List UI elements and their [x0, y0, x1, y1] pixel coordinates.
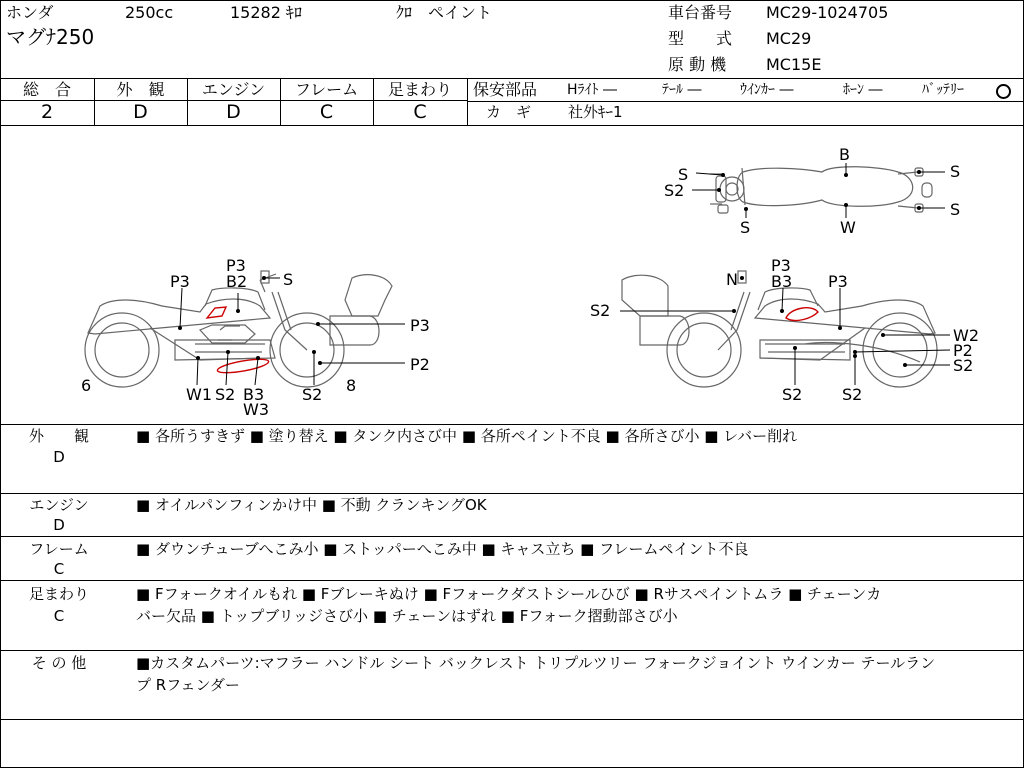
left-label: S2	[302, 385, 323, 404]
grade-overall-label: 総 合	[22, 80, 71, 99]
displacement: 250cc	[125, 3, 174, 22]
detail-suspension-grade: C	[53, 607, 65, 625]
left-label: P3	[410, 316, 430, 335]
grade-suspension-label: 足まわり	[387, 80, 452, 99]
right-label: P2	[953, 341, 973, 360]
divider	[0, 493, 1023, 494]
divider	[0, 536, 1023, 537]
right-label: P3	[828, 272, 848, 291]
grade-frame-value: C	[319, 101, 334, 123]
detail-suspension-notes-line2: バー欠品 ■ トップブリッジさび小 ■ チェーンはずれ ■ Fフォーク摺動部さび小	[136, 607, 678, 625]
top-view-motorcycle-icon	[710, 167, 932, 213]
divider	[0, 424, 1023, 425]
detail-exterior-title: 外 観	[28, 427, 89, 445]
right-label: S2	[842, 385, 863, 404]
detail-exterior-notes: ■ 各所うすきず ■ 塗り替え ■ タンク内さび中 ■ 各所ペイント不良 ■ 各所さび小 ■ レバー削れ	[136, 427, 798, 445]
detail-engine-grade: D	[53, 516, 65, 534]
grade-exterior-label: 外 観	[116, 80, 165, 99]
grade-engine-label: エンジン	[201, 80, 266, 99]
detail-engine-title: エンジン	[29, 496, 89, 514]
top-label: S	[950, 162, 961, 181]
detail-frame-title: フレーム	[29, 540, 89, 558]
divider	[0, 78, 1023, 79]
left-label: P3	[226, 256, 246, 275]
color: ｸﾛ ペイント	[396, 3, 493, 22]
right-label: S2	[590, 301, 611, 320]
safety-turn-signal: ｳｲﾝｶｰ ―	[740, 82, 794, 98]
right-label: B3	[771, 272, 793, 291]
left-label: 6	[81, 376, 92, 395]
detail-other-title: そ の 他	[31, 654, 87, 672]
detail-frame-grade: C	[53, 560, 65, 578]
divider	[467, 78, 468, 125]
top-label: S	[740, 218, 751, 237]
maker: ホンダ	[6, 3, 54, 22]
left-label: S2	[215, 385, 236, 404]
top-label: B	[839, 145, 850, 164]
detail-suspension-title: 足まわり	[28, 585, 89, 603]
top-label: S	[950, 200, 961, 219]
frame-number-value: MC29-1024705	[766, 3, 889, 22]
model-name: マグﾅ250	[6, 25, 95, 49]
left-label: W1	[186, 385, 212, 404]
grade-frame-label: フレーム	[294, 80, 359, 99]
grade-overall-value: 2	[40, 101, 54, 123]
detail-other-notes-line2: プ Rフェンダー	[136, 676, 240, 694]
safety-taillight: ﾃｰﾙ ―	[662, 82, 702, 98]
detail-other-notes-line1: ■カスタムパーツ:マフラー ハンドル シート バックレスト トリプルツリー フォークジョイント ウインカー テールラン	[136, 654, 936, 672]
right-label: P3	[771, 256, 791, 275]
right-label: S2	[782, 385, 803, 404]
safety-battery: ﾊﾞｯﾃﾘｰ	[922, 82, 964, 98]
divider	[0, 650, 1023, 651]
battery-status-circle-icon	[996, 84, 1011, 99]
engine-model-label: 原 動 機	[668, 55, 727, 74]
grade-exterior-value: D	[133, 101, 148, 123]
key-label: カ ギ	[486, 103, 532, 121]
detail-suspension-notes-line1: ■ Fフォークオイルもれ ■ Fブレーキぬけ ■ Fフォークダストシールひび ■ Rサスペイントムラ ■ チェーンカ	[136, 585, 882, 603]
detail-engine-notes: ■ オイルパンフィンかけ中 ■ 不動 クランキングOK	[136, 496, 487, 514]
left-label: S	[283, 270, 294, 289]
right-label: N	[726, 270, 738, 289]
left-label: B3	[243, 385, 265, 404]
detail-exterior-grade: D	[53, 448, 65, 466]
left-label: 8	[346, 376, 357, 395]
left-label: B2	[226, 272, 248, 291]
frame-number-label: 車台番号	[668, 3, 733, 22]
model-type-value: MC29	[766, 29, 812, 48]
grade-suspension-value: C	[413, 101, 427, 123]
damage-diagram	[0, 126, 1023, 424]
engine-model-value: MC15E	[766, 55, 822, 74]
top-label: W	[840, 218, 856, 237]
divider	[467, 101, 1023, 102]
divider	[0, 719, 1023, 720]
top-label: S2	[664, 181, 685, 200]
safety-horn: ﾎｰﾝ ―	[843, 82, 883, 98]
right-label: S2	[953, 356, 974, 375]
right-label: W2	[953, 326, 979, 345]
divider	[0, 580, 1023, 581]
top-label: S	[678, 165, 689, 184]
detail-frame-notes: ■ ダウンチューブへこみ小 ■ ストッパーへこみ中 ■ キャス立ち ■ フレームペイント不良	[136, 540, 749, 558]
left-label: P3	[170, 272, 190, 291]
left-label: W3	[243, 400, 269, 419]
model-type-label: 型 式	[668, 29, 733, 48]
mileage: 15282 ｷﾛ	[230, 3, 302, 22]
key-value: 社外ｷｰ1	[568, 103, 623, 121]
grade-engine-value: D	[226, 101, 241, 123]
safety-parts-label: 保安部品	[473, 80, 538, 99]
left-label: P2	[410, 355, 430, 374]
safety-headlight: Hﾗｲﾄ ―	[567, 82, 617, 98]
